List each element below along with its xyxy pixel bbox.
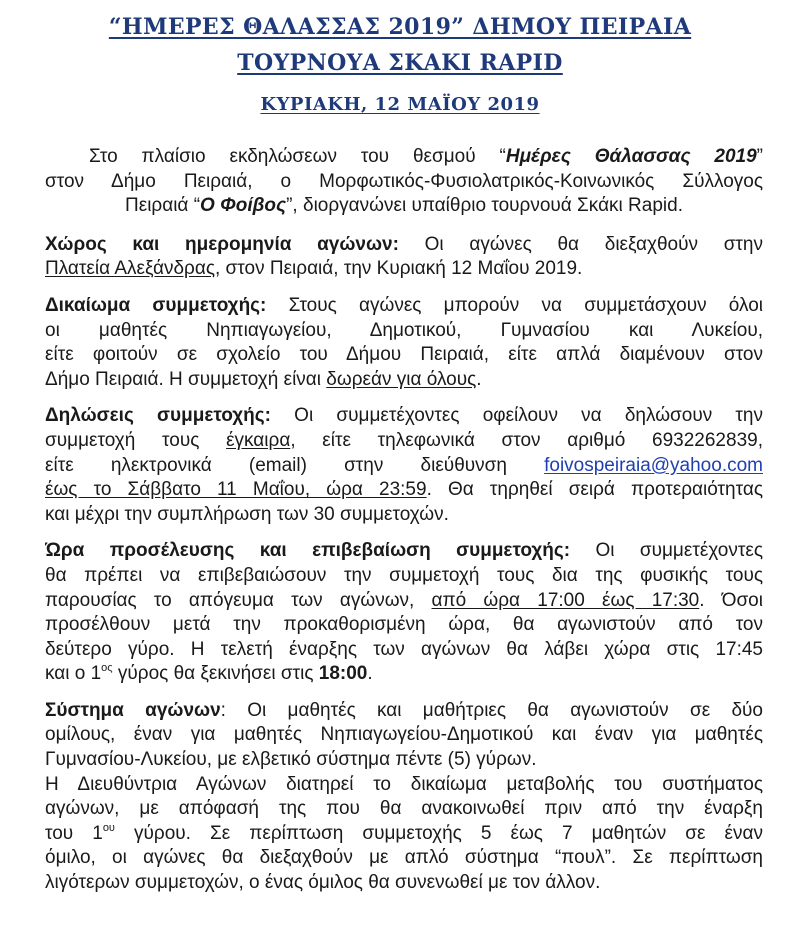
intro-text: Στο πλαίσιο εκδηλώσεων του θεσμού “ (89, 146, 506, 167)
arrival-line-1 (45, 539, 763, 564)
arrival-line-6 (45, 662, 763, 687)
registration-text: . Θα τηρηθεί σειρά προτεραιότητας (426, 479, 763, 501)
venue-text: , στον Πειραιά, την Κυριακή 12 Μαΐου 2019. (214, 258, 583, 280)
system-line-5: αγώνων, με απόφασή της που θα ανακοινωθεί πριν από την έναρξη (45, 798, 763, 820)
system-line-4: Η Διευθύντρια Αγώνων διατηρεί το δικαίωμα μεταβολής του συστήματος (45, 773, 763, 795)
registration-line-1 (45, 404, 763, 429)
arrival-text: Οι συμμετέχοντες (570, 540, 763, 562)
event-date: ΚΥΡΙΑΚΗ, 12 ΜΑΪΟΥ 2019 (260, 94, 540, 115)
free-entry-note: δωρεάν για όλους (326, 368, 477, 390)
arrival-line-4: προσέλθουν μετά την προκαθορισμένη ώρα, θα αγωνιστούν από τον (45, 614, 763, 636)
venue-location: Πλατεία Αλεξάνδρας (45, 258, 215, 280)
eligibility-line-3: είτε φοιτούν σε σχολείο του Δήμου Πειραιά, είτε απλά διαμένουν στον (45, 344, 763, 366)
arrival-line-2: θα πρέπει να επιβεβαιώσουν την συμμετοχή τους δια της φυσικής τους (45, 564, 763, 586)
venue-heading: Χώρος και ημερομηνία αγώνων: (45, 233, 399, 255)
intro-text: Πειραιά “ (125, 195, 201, 217)
intro-line-1 (45, 145, 763, 170)
event-name-emphasis: Ημέρες Θάλασσας 2019 (505, 146, 757, 167)
ordinal-suffix: ος (101, 661, 113, 674)
registration-text: Οι συμμετέχοντες οφείλουν να δηλώσουν την (270, 405, 763, 427)
registration-heading: Δηλώσεις συμμετοχής: (45, 405, 271, 427)
registration-text: είτε ηλεκτρονικά (email) στην διεύθυνση (45, 454, 545, 476)
arrival-heading: Ώρα προσέλευσης και επιβεβαίωση συμμετοχής: (45, 540, 571, 562)
arrival-time-window: από ώρα 17:00 έως 17:30 (431, 589, 700, 611)
eligibility-line-4 (45, 368, 763, 393)
system-line-7: όμιλο, οι αγώνες θα διεξαχθούν με απλό σύστημα “πουλ”. Σε περίπτωση (45, 847, 763, 869)
intro-paragraph (45, 145, 763, 219)
registration-line-5: και μέχρι την συμπλήρωση των 30 συμμετοχών. (45, 503, 449, 525)
venue-text: Οι αγώνες θα διεξαχθούν στην (398, 233, 763, 255)
phone-number: , είτε τηλεφωνικά στον αριθμό 6932262839, (290, 429, 763, 451)
document-title: “ΗΜΕΡΕΣ ΘΑΛΑΣΣΑΣ 2019” ΔΗΜΟΥ ΠΕΙΡΑΙΑ (108, 14, 692, 40)
intro-text: ” (756, 146, 763, 167)
arrival-text: και ο 1 (45, 663, 102, 685)
registration-deadline: έως το Σάββατο 11 Μαΐου, ώρα 23:59 (45, 479, 427, 501)
arrival-line-5: δεύτερο γύρο. Η τελετή έναρξης των αγώνων θα λάβει χώρα στις 17:45 (45, 638, 763, 660)
eligibility-line-1 (45, 294, 763, 319)
email-link[interactable]: foivospeiraia@yahoo.com (544, 454, 763, 476)
system-text: : Οι μαθητές και μαθήτριες θα αγωνιστούν σε δύο (220, 699, 763, 721)
system-line-1 (45, 699, 763, 724)
arrival-line-3 (45, 589, 763, 614)
document-subtitle: ΤΟΥΡΝΟΥΑ ΣΚΑΚΙ RAPID (237, 50, 563, 76)
arrival-text: . Όσοι (699, 589, 763, 611)
first-round-time: 18:00 (318, 663, 368, 685)
system-text: γύρου. Σε περίπτωση συμμετοχής 5 έως 7 μαθητών σε έναν (114, 822, 763, 844)
system-line-2: ομίλους, έναν για μαθητές Νηπιαγωγείου-Δημοτικού και έναν για μαθητές (45, 724, 763, 746)
arrival-text: γύρος θα ξεκινήσει στις (112, 663, 319, 685)
system-line-8: λιγότερων συμμετοχών, ο ένας όμιλος θα συνενωθεί με τον άλλον. (45, 872, 601, 894)
eligibility-paragraph (45, 294, 763, 392)
eligibility-text: . (476, 368, 482, 390)
timely-note: έγκαιρα (226, 429, 291, 451)
eligibility-line-2: οι μαθητές Νηπιαγωγείου, Δημοτικού, Γυμνασίου και Λυκείου, (45, 319, 763, 341)
system-line-6 (45, 822, 763, 847)
venue-line-2 (45, 257, 763, 282)
intro-line-3 (45, 194, 763, 219)
system-heading: Σύστημα αγώνων (45, 699, 221, 721)
arrival-text: παρουσίας το απόγευμα των αγώνων, (45, 589, 432, 611)
registration-line-3 (45, 454, 763, 479)
intro-line-2: στον Δήμο Πειραιά, ο Μορφωτικός-Φυσιολατρικός-Κοινωνικός Σύλλογος (45, 170, 763, 192)
system-text: του 1 (45, 822, 103, 844)
system-paragraph (45, 699, 763, 896)
club-name-emphasis: Ο Φοίβος (200, 195, 287, 217)
arrival-paragraph (45, 539, 763, 687)
venue-line-1 (45, 233, 763, 258)
venue-paragraph (45, 233, 763, 282)
registration-line-2 (45, 429, 763, 454)
document-body (45, 145, 763, 896)
intro-text: ”, διοργανώνει υπαίθριο τουρνουά Σκάκι Rapid. (286, 195, 683, 217)
system-line-3: Γυμνασίου-Λυκείου, με ελβετικό σύστημα πέντε (5) γύρων. (45, 749, 537, 771)
eligibility-heading: Δικαίωμα συμμετοχής: (45, 294, 267, 316)
registration-paragraph (45, 404, 763, 527)
arrival-text: . (367, 663, 373, 685)
registration-line-4 (45, 478, 763, 503)
eligibility-text: Στους αγώνες μπορούν να συμμετάσχουν όλοι (266, 294, 763, 316)
ordinal-suffix: ου (102, 821, 115, 834)
registration-text: συμμετοχή τους (45, 429, 227, 451)
eligibility-text: Δήμο Πειραιά. Η συμμετοχή είναι (45, 368, 327, 390)
